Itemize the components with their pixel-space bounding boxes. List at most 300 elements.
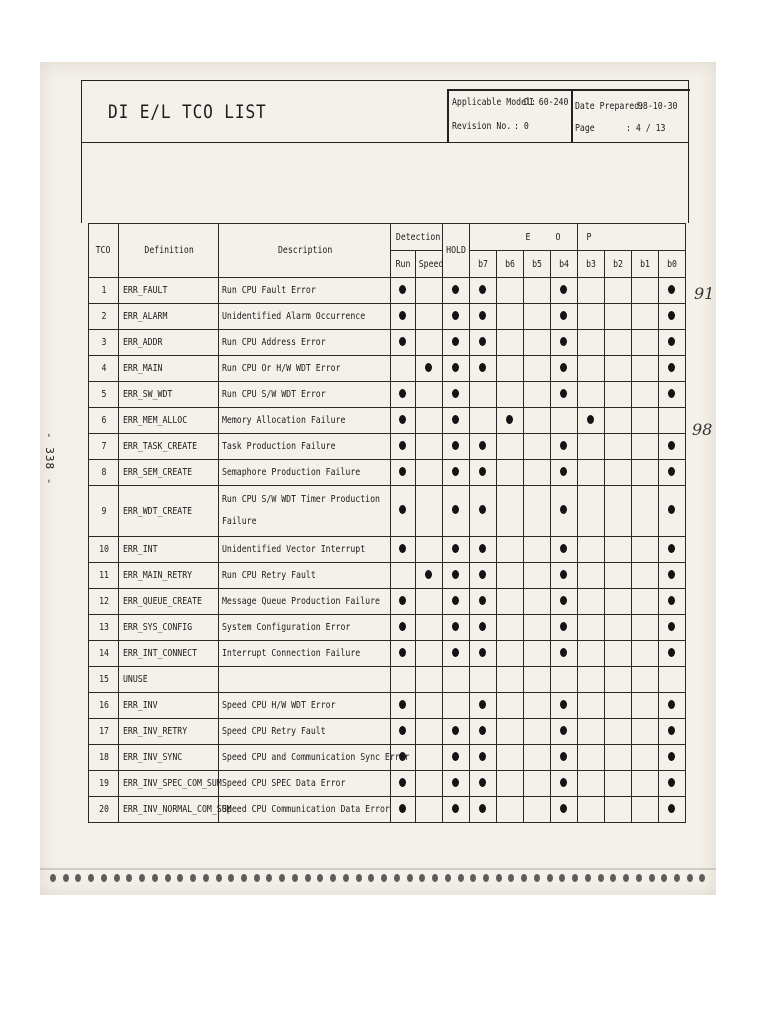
- cell-tco: 8: [89, 460, 119, 486]
- cell-mark: [496, 330, 523, 356]
- cell-mark: [391, 434, 415, 460]
- cell-mark: [604, 745, 631, 771]
- applicable-model-label: Applicable Model:: [452, 97, 536, 108]
- cell-mark: [415, 563, 442, 589]
- cell-description: Speed CPU Communication Data Error: [219, 797, 391, 823]
- cell-mark: [442, 563, 469, 589]
- dot-mark: [668, 726, 675, 735]
- cell-tco: 10: [89, 537, 119, 563]
- table-row: [89, 615, 686, 641]
- cell-mark: [631, 460, 658, 486]
- cell-mark: [658, 330, 685, 356]
- cell-mark: [523, 486, 550, 537]
- cell-mark: [577, 278, 604, 304]
- cell-mark: [469, 563, 496, 589]
- cell-mark: [415, 408, 442, 434]
- cell-mark: [415, 356, 442, 382]
- binding-hole: [266, 874, 272, 882]
- dot-mark: [560, 337, 567, 346]
- binding-hole: [75, 874, 81, 882]
- binding-hole: [585, 874, 591, 882]
- cell-mark: [523, 745, 550, 771]
- table-row: [89, 693, 686, 719]
- binding-hole: [496, 874, 502, 882]
- dot-mark: [399, 389, 406, 398]
- binding-hole: [279, 874, 285, 882]
- cell-mark: [391, 797, 415, 823]
- col-header-b7: b7: [469, 251, 496, 278]
- table-row: [89, 408, 686, 434]
- cell-mark: [550, 304, 577, 330]
- page-value: : 4 / 13: [626, 123, 666, 134]
- cell-mark: [496, 356, 523, 382]
- cell-mark: [577, 330, 604, 356]
- binding-hole: [699, 874, 705, 882]
- binding-hole: [521, 874, 527, 882]
- cell-mark: [523, 563, 550, 589]
- cell-mark: [604, 382, 631, 408]
- cell-mark: [469, 330, 496, 356]
- handwritten-note-1: 91: [694, 284, 715, 303]
- cell-mark: [658, 563, 685, 589]
- binding-hole: [559, 874, 565, 882]
- table-row: [89, 486, 686, 537]
- dot-mark: [452, 544, 459, 553]
- cell-mark: [550, 589, 577, 615]
- cell-mark: [577, 408, 604, 434]
- cell-mark: [415, 719, 442, 745]
- cell-mark: [469, 771, 496, 797]
- cell-mark: [523, 382, 550, 408]
- dot-mark: [479, 700, 486, 709]
- cell-description: Memory Allocation Failure: [219, 408, 391, 434]
- dot-mark: [399, 337, 406, 346]
- dot-mark: [560, 285, 567, 294]
- binding-hole: [623, 874, 629, 882]
- cell-mark: [391, 693, 415, 719]
- cell-mark: [391, 641, 415, 667]
- cell-mark: [496, 382, 523, 408]
- cell-mark: [415, 641, 442, 667]
- cell-mark: [658, 278, 685, 304]
- dot-mark: [560, 441, 567, 450]
- binding-hole: [126, 874, 132, 882]
- col-header-e-o: [469, 224, 577, 251]
- cell-mark: [604, 330, 631, 356]
- table-row: [89, 304, 686, 330]
- binding-hole: [241, 874, 247, 882]
- cell-mark: [523, 434, 550, 460]
- dot-mark: [479, 337, 486, 346]
- cell-description: Semaphore Production Failure: [219, 460, 391, 486]
- cell-mark: [391, 615, 415, 641]
- cell-tco: 1: [89, 278, 119, 304]
- dot-mark: [560, 467, 567, 476]
- cell-definition: ERR_MAIN: [119, 356, 219, 382]
- cell-mark: [577, 382, 604, 408]
- cell-mark: [631, 356, 658, 382]
- cell-tco: 12: [89, 589, 119, 615]
- cell-mark: [550, 537, 577, 563]
- cell-mark: [550, 330, 577, 356]
- cell-mark: [631, 563, 658, 589]
- dot-mark: [587, 415, 594, 424]
- binding-hole: [674, 874, 680, 882]
- binding-hole: [483, 874, 489, 882]
- cell-mark: [658, 719, 685, 745]
- cell-mark: [415, 667, 442, 693]
- binding-hole: [610, 874, 616, 882]
- table-row: [89, 460, 686, 486]
- cell-mark: [442, 719, 469, 745]
- cell-definition: ERR_MAIN_RETRY: [119, 563, 219, 589]
- cell-mark: [577, 719, 604, 745]
- dot-mark: [668, 285, 675, 294]
- cell-mark: [631, 771, 658, 797]
- cell-definition: ERR_INT: [119, 537, 219, 563]
- cell-mark: [523, 797, 550, 823]
- cell-mark: [523, 693, 550, 719]
- cell-mark: [577, 486, 604, 537]
- cell-mark: [523, 278, 550, 304]
- cell-mark: [442, 330, 469, 356]
- cell-mark: [577, 771, 604, 797]
- cell-mark: [631, 408, 658, 434]
- cell-mark: [496, 797, 523, 823]
- binding-hole: [381, 874, 387, 882]
- cell-mark: [496, 615, 523, 641]
- cell-mark: [469, 615, 496, 641]
- binding-hole: [254, 874, 260, 882]
- cell-description: Message Queue Production Failure: [219, 589, 391, 615]
- cell-mark: [523, 304, 550, 330]
- cell-mark: [550, 382, 577, 408]
- cell-definition: ERR_SEM_CREATE: [119, 460, 219, 486]
- binding-hole: [661, 874, 667, 882]
- date-prepared-value: 98-10-30: [638, 101, 678, 112]
- cell-mark: [442, 382, 469, 408]
- dot-mark: [452, 804, 459, 813]
- binding-hole: [572, 874, 578, 882]
- cell-mark: [496, 408, 523, 434]
- cell-tco: 19: [89, 771, 119, 797]
- dot-mark: [668, 311, 675, 320]
- cell-mark: [496, 589, 523, 615]
- binding-hole: [88, 874, 94, 882]
- cell-mark: [391, 563, 415, 589]
- cell-description: Speed CPU H/W WDT Error: [219, 693, 391, 719]
- cell-mark: [415, 382, 442, 408]
- cell-mark: [391, 382, 415, 408]
- cell-mark: [469, 537, 496, 563]
- dot-mark: [668, 544, 675, 553]
- col-header-description: Description: [219, 224, 391, 278]
- cell-mark: [442, 615, 469, 641]
- cell-mark: [523, 356, 550, 382]
- dot-mark: [452, 415, 459, 424]
- cell-tco: 13: [89, 615, 119, 641]
- dot-mark: [452, 467, 459, 476]
- dot-mark: [479, 285, 486, 294]
- cell-mark: [391, 719, 415, 745]
- table-row: [89, 434, 686, 460]
- dot-mark: [668, 389, 675, 398]
- cell-tco: 18: [89, 745, 119, 771]
- binding-hole: [547, 874, 553, 882]
- cell-mark: [391, 667, 415, 693]
- cell-mark: [577, 641, 604, 667]
- cell-tco: 6: [89, 408, 119, 434]
- cell-mark: [442, 278, 469, 304]
- cell-mark: [496, 771, 523, 797]
- cell-mark: [631, 382, 658, 408]
- cell-mark: [469, 589, 496, 615]
- cell-mark: [469, 797, 496, 823]
- cell-mark: [442, 486, 469, 537]
- cell-description: Task Production Failure: [219, 434, 391, 460]
- cell-mark: [415, 589, 442, 615]
- dot-mark: [479, 467, 486, 476]
- binding-hole: [598, 874, 604, 882]
- dot-mark: [668, 778, 675, 787]
- cell-definition: ERR_WDT_CREATE: [119, 486, 219, 537]
- cell-mark: [604, 719, 631, 745]
- col-header-o: O: [555, 231, 561, 243]
- cell-mark: [391, 330, 415, 356]
- cell-description: System Configuration Error: [219, 615, 391, 641]
- cell-mark: [415, 615, 442, 641]
- cell-definition: ERR_MEM_ALLOC: [119, 408, 219, 434]
- cell-mark: [577, 563, 604, 589]
- dot-mark: [668, 441, 675, 450]
- dot-mark: [452, 441, 459, 450]
- dot-mark: [668, 467, 675, 476]
- cell-definition: ERR_FAULT: [119, 278, 219, 304]
- cell-mark: [658, 408, 685, 434]
- date-prepared-label: Date Prepared:: [575, 101, 645, 112]
- col-header-detection: Detection: [391, 224, 442, 251]
- cell-mark: [391, 304, 415, 330]
- cell-definition: ERR_SYS_CONFIG: [119, 615, 219, 641]
- cell-mark: [577, 304, 604, 330]
- cell-mark: [658, 693, 685, 719]
- cell-mark: [391, 408, 415, 434]
- cell-definition: ERR_INV_RETRY: [119, 719, 219, 745]
- binding-hole: [203, 874, 209, 882]
- cell-description: Run CPU Or H/W WDT Error: [219, 356, 391, 382]
- cell-mark: [631, 693, 658, 719]
- binding-hole: [368, 874, 374, 882]
- tco-list-sheet: [81, 80, 689, 860]
- cell-definition: ERR_ADDR: [119, 330, 219, 356]
- cell-mark: [550, 771, 577, 797]
- cell-mark: [604, 278, 631, 304]
- cell-mark: [550, 486, 577, 537]
- binding-hole: [394, 874, 400, 882]
- table-row: [89, 356, 686, 382]
- col-header-hold: HOLD: [442, 224, 469, 278]
- dot-mark: [399, 726, 406, 735]
- cell-definition: ERR_INV_NORMAL_COM_SUM: [119, 797, 219, 823]
- page-label: Page: [575, 123, 595, 134]
- cell-mark: [658, 771, 685, 797]
- cell-mark: [550, 667, 577, 693]
- cell-description: Interrupt Connection Failure: [219, 641, 391, 667]
- cell-mark: [604, 797, 631, 823]
- binding-hole: [317, 874, 323, 882]
- cell-mark: [658, 615, 685, 641]
- cell-description: Run CPU Fault Error: [219, 278, 391, 304]
- dot-mark: [452, 337, 459, 346]
- cell-tco: 16: [89, 693, 119, 719]
- dot-mark: [479, 804, 486, 813]
- cell-mark: [442, 797, 469, 823]
- dot-mark: [452, 596, 459, 605]
- dot-mark: [668, 648, 675, 657]
- dot-mark: [399, 441, 406, 450]
- dot-mark: [560, 752, 567, 761]
- cell-mark: [496, 486, 523, 537]
- cell-mark: [604, 460, 631, 486]
- cell-mark: [604, 486, 631, 537]
- dot-mark: [560, 389, 567, 398]
- dot-mark: [425, 363, 432, 372]
- dot-mark: [399, 596, 406, 605]
- cell-mark: [469, 460, 496, 486]
- dot-mark: [479, 570, 486, 579]
- dot-mark: [479, 505, 486, 514]
- cell-description: Run CPU S/W WDT Error: [219, 382, 391, 408]
- cell-description: Run CPU Address Error: [219, 330, 391, 356]
- applicable-model-value: DI 60-240: [524, 97, 569, 108]
- cell-description: Run CPU Retry Fault: [219, 563, 391, 589]
- cell-definition: ERR_SW_WDT: [119, 382, 219, 408]
- binding-hole: [687, 874, 693, 882]
- cell-mark: [631, 304, 658, 330]
- cell-mark: [442, 460, 469, 486]
- cell-mark: [550, 641, 577, 667]
- cell-tco: 3: [89, 330, 119, 356]
- cell-mark: [442, 434, 469, 460]
- table-row: [89, 330, 686, 356]
- cell-mark: [550, 563, 577, 589]
- cell-mark: [391, 460, 415, 486]
- cell-mark: [469, 278, 496, 304]
- table-row: [89, 771, 686, 797]
- cell-description: Speed CPU Retry Fault: [219, 719, 391, 745]
- cell-mark: [658, 797, 685, 823]
- binding-hole: [190, 874, 196, 882]
- cell-tco: 17: [89, 719, 119, 745]
- binding-hole: [228, 874, 234, 882]
- cell-tco: 11: [89, 563, 119, 589]
- dot-mark: [452, 778, 459, 787]
- col-header-e: E: [525, 231, 531, 243]
- cell-mark: [604, 356, 631, 382]
- cell-tco: 20: [89, 797, 119, 823]
- cell-mark: [469, 382, 496, 408]
- cell-mark: [469, 356, 496, 382]
- cell-mark: [631, 667, 658, 693]
- cell-mark: [631, 797, 658, 823]
- cell-mark: [631, 719, 658, 745]
- cell-mark: [631, 641, 658, 667]
- dot-mark: [399, 544, 406, 553]
- cell-mark: [550, 434, 577, 460]
- cell-definition: ERR_INV: [119, 693, 219, 719]
- dot-mark: [452, 752, 459, 761]
- dot-mark: [399, 467, 406, 476]
- col-header-b0: b0: [658, 251, 685, 278]
- cell-mark: [604, 537, 631, 563]
- binding-hole: [508, 874, 514, 882]
- cell-mark: [415, 693, 442, 719]
- cell-mark: [550, 615, 577, 641]
- cell-mark: [631, 330, 658, 356]
- cell-mark: [631, 589, 658, 615]
- dot-mark: [560, 363, 567, 372]
- cell-tco: 2: [89, 304, 119, 330]
- cell-mark: [469, 486, 496, 537]
- cell-mark: [442, 693, 469, 719]
- cell-mark: [523, 460, 550, 486]
- cell-mark: [496, 537, 523, 563]
- cell-mark: [496, 667, 523, 693]
- cell-mark: [415, 278, 442, 304]
- cell-mark: [442, 667, 469, 693]
- binding-hole: [649, 874, 655, 882]
- cell-mark: [550, 719, 577, 745]
- cell-mark: [577, 797, 604, 823]
- dot-mark: [452, 570, 459, 579]
- cell-mark: [550, 797, 577, 823]
- binding-hole: [177, 874, 183, 882]
- cell-mark: [658, 641, 685, 667]
- binding-hole: [139, 874, 145, 882]
- handwritten-note-2: 98: [692, 420, 713, 439]
- cell-mark: [442, 745, 469, 771]
- col-header-definition: Definition: [119, 224, 219, 278]
- cell-mark: [658, 356, 685, 382]
- cell-mark: [415, 771, 442, 797]
- dot-mark: [452, 726, 459, 735]
- cell-definition: ERR_QUEUE_CREATE: [119, 589, 219, 615]
- dot-mark: [479, 622, 486, 631]
- cell-mark: [496, 278, 523, 304]
- cell-tco: 9: [89, 486, 119, 537]
- binding-hole: [432, 874, 438, 882]
- col-header-speed: Speed: [415, 251, 442, 278]
- cell-mark: [523, 589, 550, 615]
- cell-mark: [391, 356, 415, 382]
- cell-mark: [496, 434, 523, 460]
- cell-mark: [577, 589, 604, 615]
- table-row: [89, 589, 686, 615]
- tco-table: [88, 223, 686, 823]
- cell-mark: [604, 615, 631, 641]
- dot-mark: [399, 700, 406, 709]
- dot-mark: [399, 285, 406, 294]
- cell-mark: [496, 693, 523, 719]
- cell-mark: [469, 641, 496, 667]
- spiral-holes: [40, 866, 716, 890]
- cell-mark: [442, 641, 469, 667]
- cell-tco: 4: [89, 356, 119, 382]
- binding-hole: [343, 874, 349, 882]
- cell-description: Unidentified Vector Interrupt: [219, 537, 391, 563]
- cell-mark: [415, 797, 442, 823]
- cell-mark: [391, 589, 415, 615]
